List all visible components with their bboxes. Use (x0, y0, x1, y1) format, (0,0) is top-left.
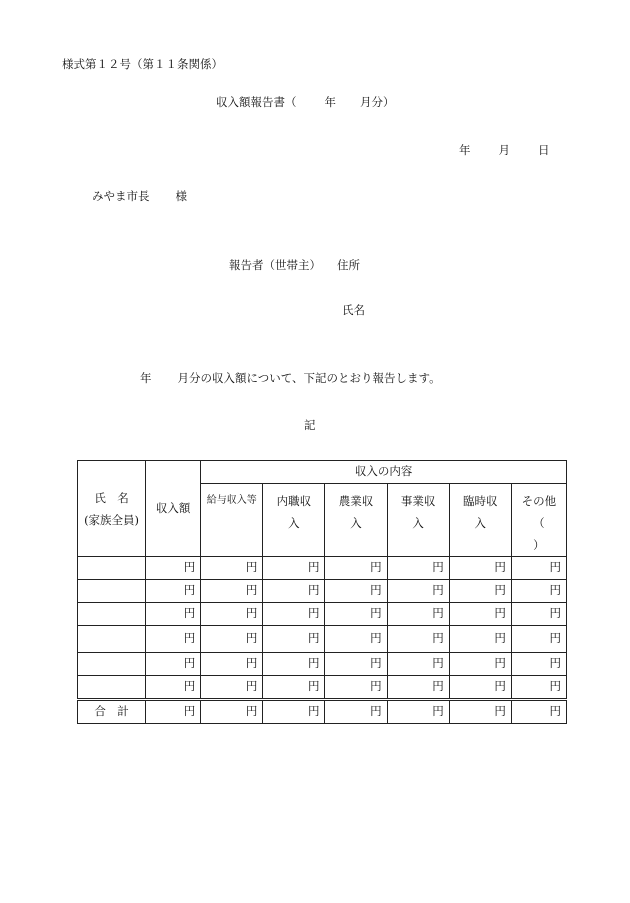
yen-cell[interactable]: 円 (325, 603, 387, 626)
name-header (78, 461, 146, 557)
yen-cell[interactable]: 円 (511, 653, 566, 676)
yen-cell[interactable]: 円 (201, 653, 263, 676)
yen-cell[interactable]: 円 (146, 580, 201, 603)
total-row (78, 700, 567, 724)
member-row (78, 557, 567, 580)
document-title (216, 97, 395, 109)
category-header: 内職収 入 (263, 484, 325, 557)
yen-cell[interactable]: 円 (146, 603, 201, 626)
yen-cell[interactable]: 円 (325, 653, 387, 676)
category-header: その他 （ ） (511, 484, 566, 557)
body-sentence: 月分の収入額について、下記のとおり報告します。 (177, 371, 441, 385)
title-prefix: 収入額報告書（ (216, 95, 297, 109)
report-date (459, 145, 550, 157)
yen-cell[interactable]: 円 (387, 626, 449, 653)
reporter-label: 報告者（世帯主） (229, 258, 321, 272)
yen-cell[interactable]: 円 (201, 557, 263, 580)
yen-cell[interactable]: 円 (146, 557, 201, 580)
category-header: 給与収入等 (201, 484, 263, 557)
yen-cell[interactable]: 円 (201, 580, 263, 603)
yen-cell[interactable]: 円 (511, 676, 566, 700)
yen-cell[interactable]: 円 (263, 653, 325, 676)
yen-cell[interactable]: 円 (263, 580, 325, 603)
amount-header: 収入額 (146, 461, 201, 557)
yen-cell[interactable]: 円 (263, 603, 325, 626)
breakdown-header: 収入の内容 (201, 461, 567, 484)
yen-cell[interactable]: 円 (325, 557, 387, 580)
yen-cell[interactable]: 円 (387, 603, 449, 626)
yen-cell[interactable]: 円 (263, 676, 325, 700)
member-name-cell[interactable] (78, 580, 146, 603)
yen-cell[interactable]: 円 (325, 580, 387, 603)
yen-cell[interactable]: 円 (449, 580, 511, 603)
yen-cell: 円 (511, 700, 566, 724)
category-header: 臨時収 入 (449, 484, 511, 557)
body-text (140, 373, 441, 385)
category-header: 農業収 入 (325, 484, 387, 557)
reporter-name-label: 氏名 (342, 303, 365, 317)
date-year-label: 年 (459, 143, 471, 157)
yen-cell[interactable]: 円 (146, 676, 201, 700)
member-name-cell[interactable] (78, 653, 146, 676)
yen-cell[interactable]: 円 (449, 603, 511, 626)
yen-cell[interactable]: 円 (325, 626, 387, 653)
member-row (78, 626, 567, 653)
yen-cell[interactable]: 円 (387, 557, 449, 580)
body-year-label: 年 (140, 371, 152, 385)
total-label: 合 計 (78, 700, 146, 724)
yen-cell[interactable]: 円 (146, 626, 201, 653)
title-month-label: 月分） (360, 95, 395, 109)
yen-cell[interactable]: 円 (449, 626, 511, 653)
member-row (78, 580, 567, 603)
member-name-cell[interactable] (78, 603, 146, 626)
yen-cell[interactable]: 円 (387, 653, 449, 676)
member-name-cell[interactable] (78, 626, 146, 653)
yen-cell[interactable]: 円 (263, 626, 325, 653)
yen-cell[interactable]: 円 (511, 626, 566, 653)
yen-cell[interactable]: 円 (325, 676, 387, 700)
name-header-line2: (家族全員) (84, 512, 140, 527)
yen-cell: 円 (325, 700, 387, 724)
yen-cell: 円 (387, 700, 449, 724)
yen-cell: 円 (263, 700, 325, 724)
name-header-line1: 氏 名 (94, 490, 129, 505)
title-year-label: 年 (324, 95, 336, 109)
yen-cell[interactable]: 円 (511, 557, 566, 580)
yen-cell: 円 (201, 700, 263, 724)
yen-cell[interactable]: 円 (511, 580, 566, 603)
memo-label: 記 (304, 418, 316, 432)
reporter-address-label: 住所 (337, 258, 360, 272)
member-row (78, 653, 567, 676)
date-day-label: 日 (538, 143, 550, 157)
yen-cell[interactable]: 円 (263, 557, 325, 580)
yen-cell[interactable]: 円 (201, 676, 263, 700)
addressee-honorific: 様 (175, 189, 187, 203)
member-name-cell[interactable] (78, 557, 146, 580)
reporter-line (229, 260, 360, 272)
addressee (92, 191, 187, 203)
member-name-cell[interactable] (78, 676, 146, 700)
yen-cell: 円 (449, 700, 511, 724)
yen-cell[interactable]: 円 (387, 580, 449, 603)
yen-cell[interactable]: 円 (511, 603, 566, 626)
member-row (78, 676, 567, 700)
category-header: 事業収 入 (387, 484, 449, 557)
addressee-name: みやま市長 (92, 189, 150, 203)
yen-cell[interactable]: 円 (449, 557, 511, 580)
yen-cell[interactable]: 円 (387, 676, 449, 700)
yen-cell[interactable]: 円 (449, 676, 511, 700)
yen-cell: 円 (146, 700, 201, 724)
yen-cell[interactable]: 円 (449, 653, 511, 676)
yen-cell[interactable]: 円 (146, 653, 201, 676)
member-row (78, 603, 567, 626)
yen-cell[interactable]: 円 (201, 603, 263, 626)
yen-cell[interactable]: 円 (201, 626, 263, 653)
form-number: 様式第１２号（第１１条関係） (62, 57, 223, 71)
date-month-label: 月 (498, 143, 510, 157)
income-table (77, 460, 567, 724)
